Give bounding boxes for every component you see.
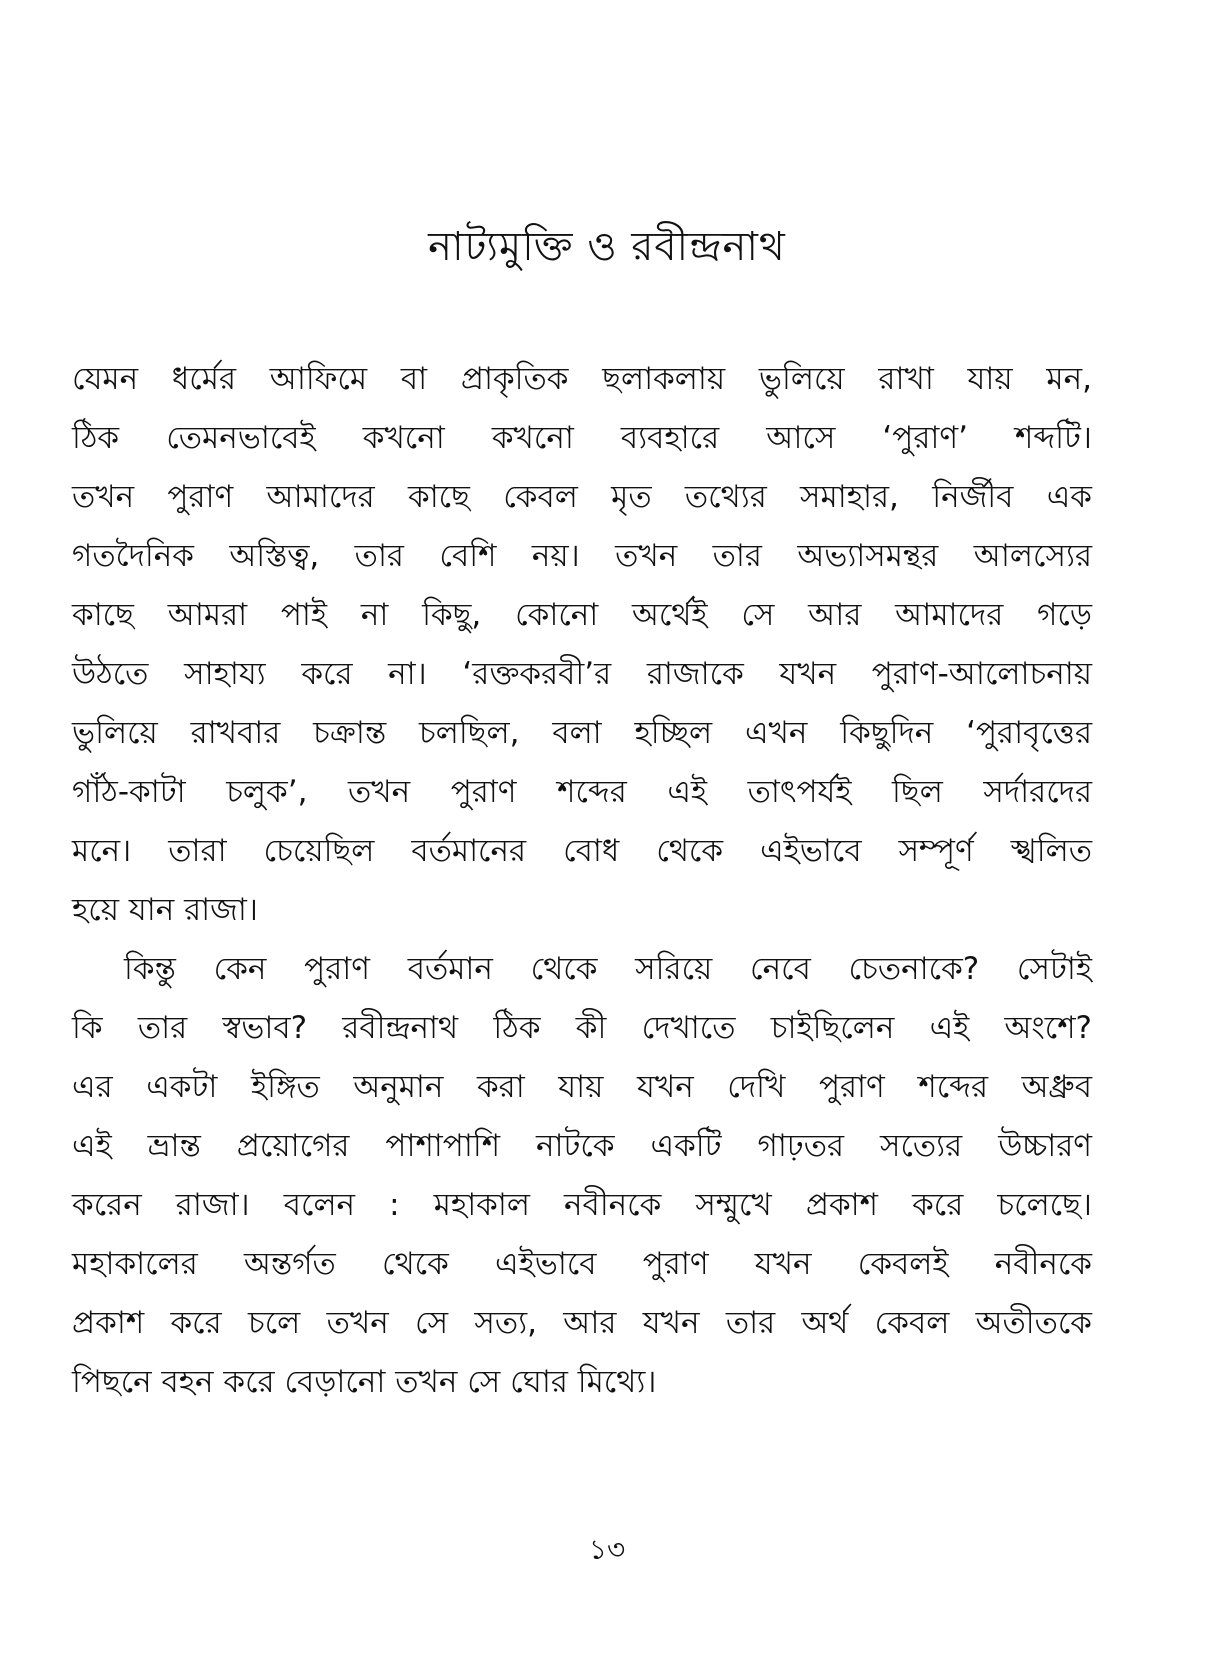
text-line: এই ভ্রান্ত প্রয়োগের পাশাপাশি নাটকে একটি গাঢ়তর সত্যের উচ্চারণ (72, 1128, 1092, 1164)
chapter-title: নাট্যমুক্তি ও রবীন্দ্রনাথ (428, 224, 786, 270)
text-line: ঠিক তেমনভাবেই কখনো কখনো ব্যবহারে আসে ‘পুরাণ’ শব্দটি। (72, 420, 1092, 456)
text-line: পিছনে বহন করে বেড়ানো তখন সে ঘোর মিথ্যে। (72, 1364, 657, 1400)
text-line: কাছে আমরা পাই না কিছু, কোনো অর্থেই সে আর আমাদের গড়ে (72, 597, 1092, 633)
text-line: মনে। তারা চেয়েছিল বর্তমানের বোধ থেকে এইভাবে সম্পূর্ণ স্খলিত (72, 833, 1092, 869)
text-line: গাঁঠ-কাটা চলুক’, তখন পুরাণ শব্দের এই তাৎপর্যই ছিল সর্দারদের (72, 774, 1092, 810)
paragraph-1 (72, 350, 1092, 940)
text-line: প্রকাশ করে চলে তখন সে সত্য, আর যখন তার অর্থ কেবল অতীতকে (72, 1305, 1092, 1341)
paragraph-2 (72, 940, 1092, 1412)
text-line: কি তার স্বভাব? রবীন্দ্রনাথ ঠিক কী দেখাতে চাইছিলেন এই অংশে? (72, 1010, 1092, 1046)
text-line: এর একটা ইঙ্গিত অনুমান করা যায় যখন দেখি পুরাণ শব্দের অধ্রুব (72, 1069, 1092, 1105)
body-text (72, 350, 1092, 1412)
text-line: তখন পুরাণ আমাদের কাছে কেবল মৃত তথ্যের সমাহার, নির্জীব এক (72, 479, 1092, 515)
text-line: হয়ে যান রাজা। (72, 892, 258, 928)
page-number: ১৩ (588, 1533, 626, 1566)
text-line: যেমন ধর্মের আফিমে বা প্রাকৃতিক ছলাকলায় ভুলিয়ে রাখা যায় মন, (72, 361, 1092, 397)
text-line: মহাকালের অন্তর্গত থেকে এইভাবে পুরাণ যখন কেবলই নবীনকে (72, 1246, 1092, 1282)
text-line: কিন্তু কেন পুরাণ বর্তমান থেকে সরিয়ে নেবে চেতনাকে? সেটাই (124, 951, 1092, 987)
text-line: ভুলিয়ে রাখবার চক্রান্ত চলছিল, বলা হচ্ছিল এখন কিছুদিন ‘পুরাবৃত্তের (72, 715, 1092, 751)
text-line: করেন রাজা। বলেন : মহাকাল নবীনকে সম্মুখে প্রকাশ করে চলেছে। (72, 1187, 1092, 1223)
text-line: গতদৈনিক অস্তিত্ব, তার বেশি নয়। তখন তার অভ্যাসমন্থর আলস্যের (72, 538, 1092, 574)
text-line: উঠতে সাহায্য করে না। ‘রক্তকরবী’র রাজাকে যখন পুরাণ-আলোচনায় (72, 656, 1092, 692)
